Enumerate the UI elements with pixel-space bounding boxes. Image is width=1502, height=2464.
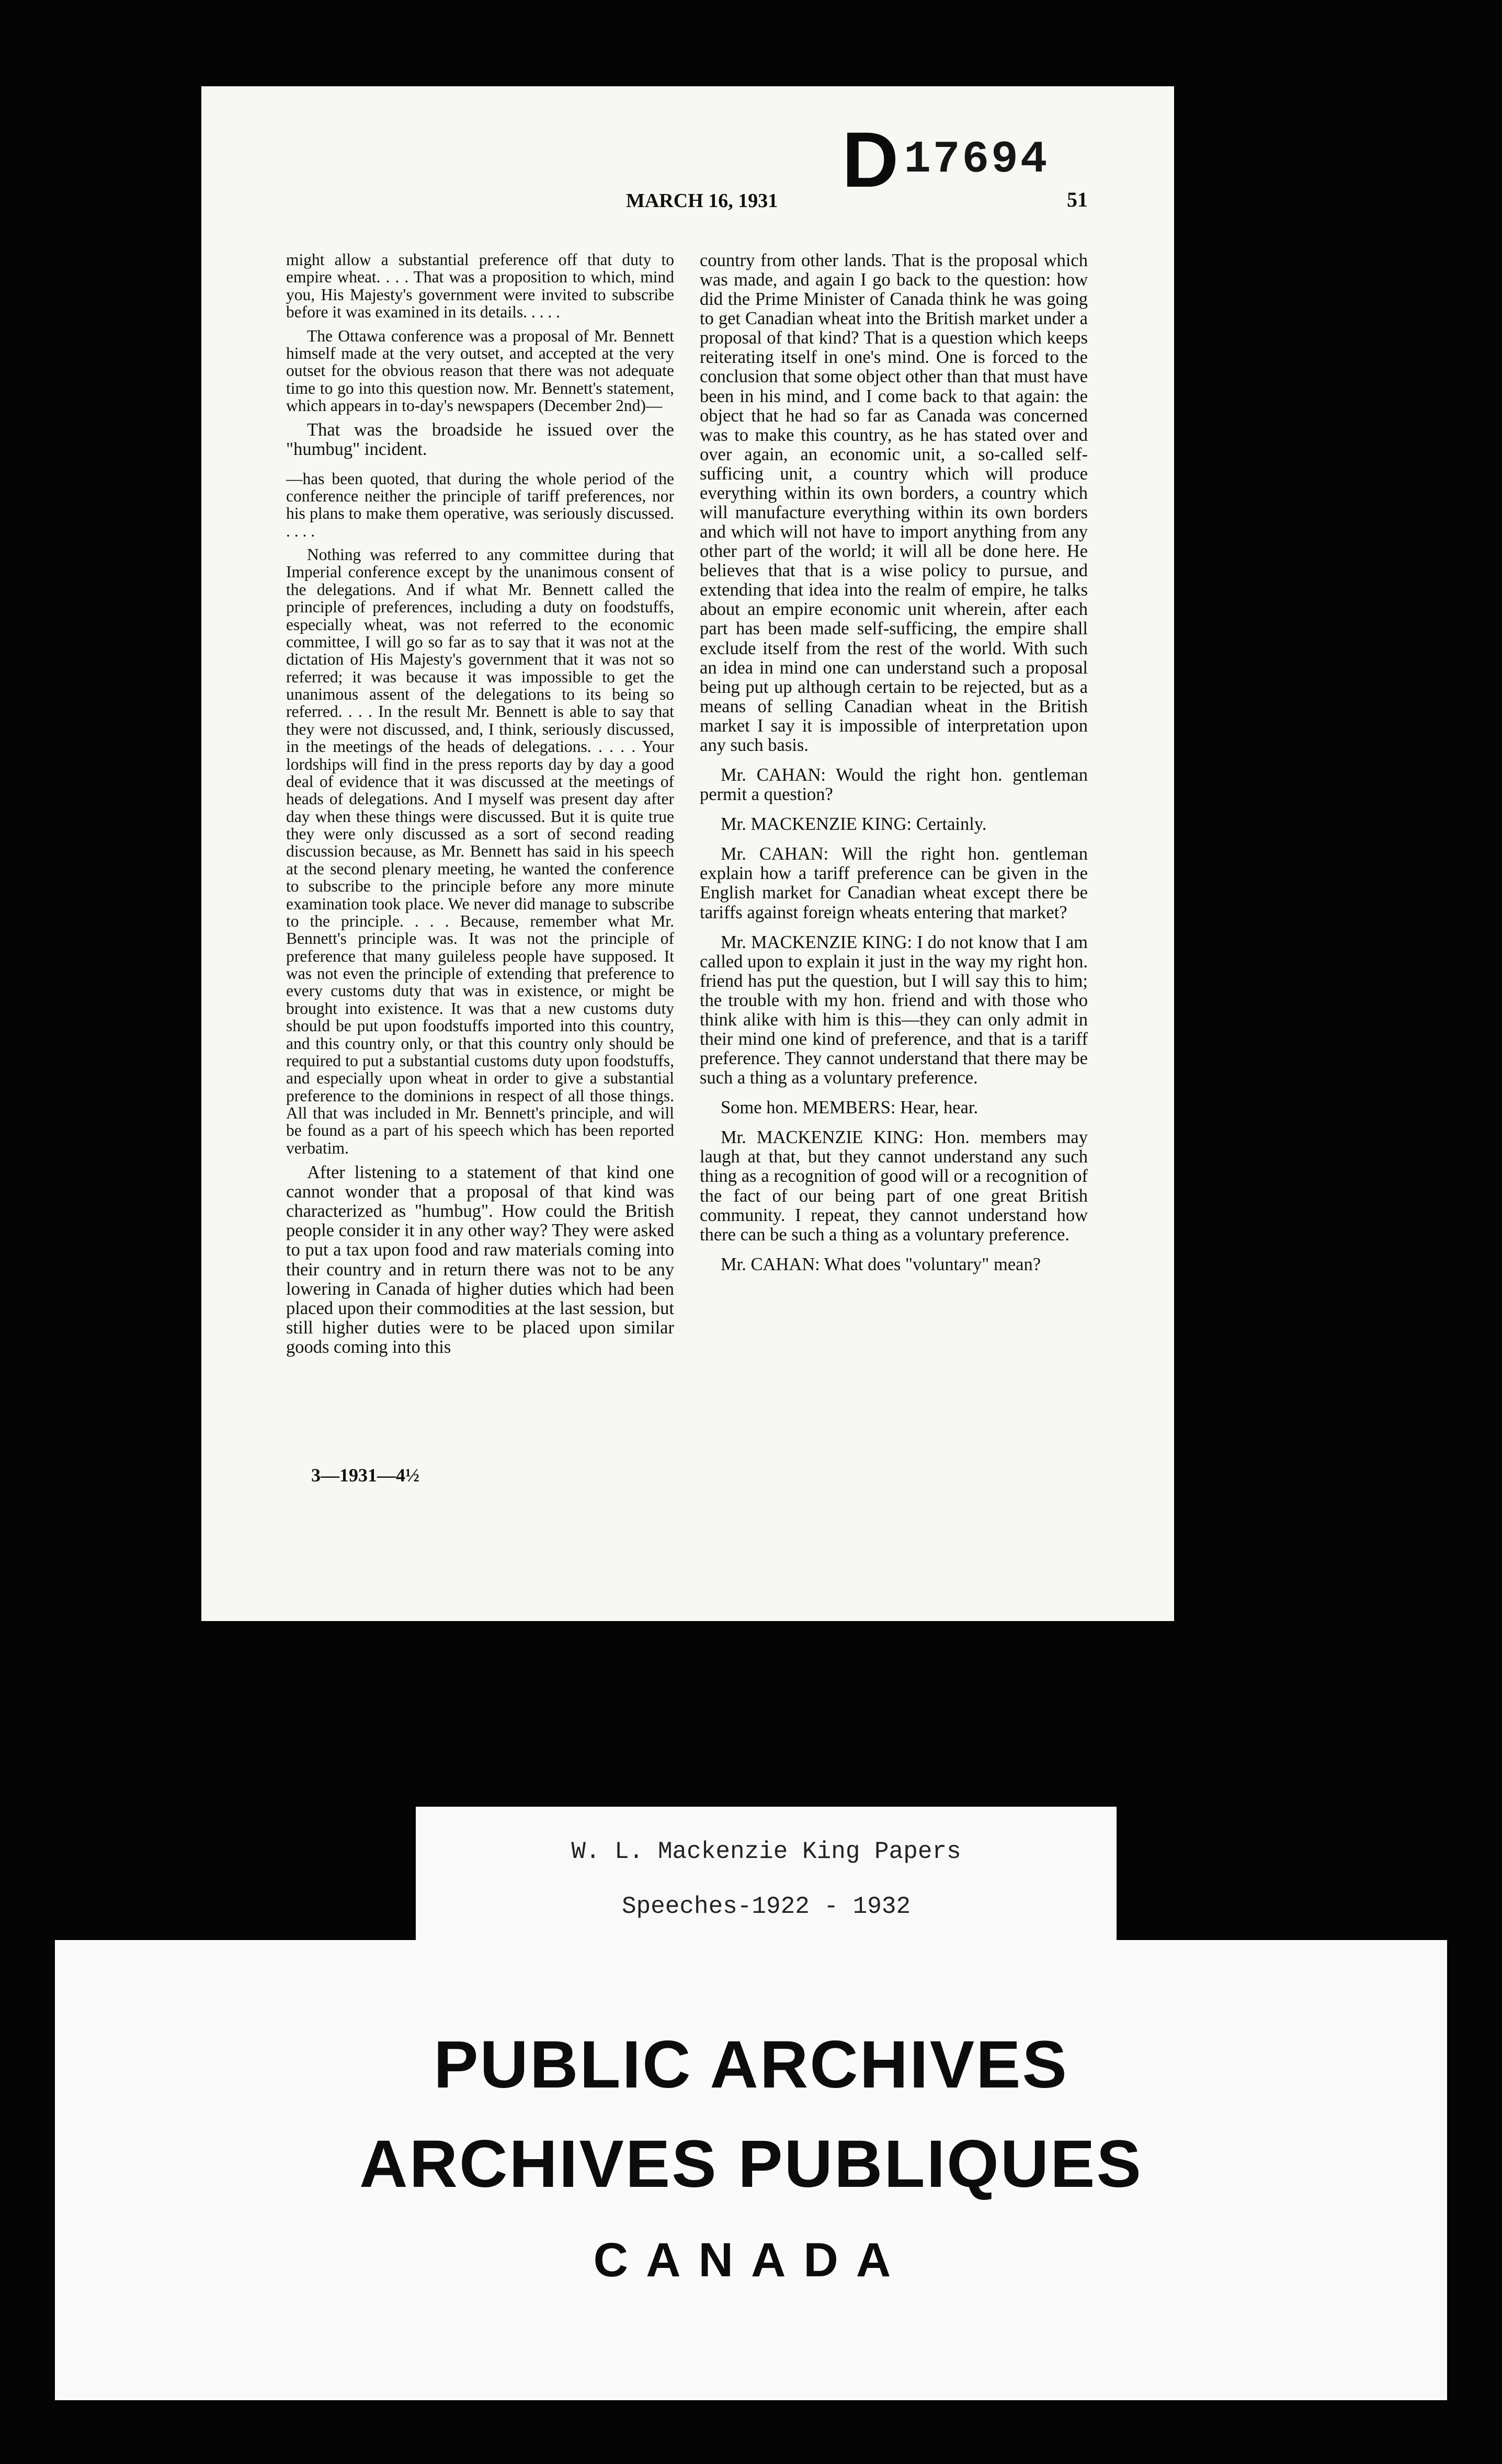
archives-country: CANADA bbox=[593, 2233, 909, 2287]
body-paragraph: country from other lands. That is the proposal which was made, and again I go back to the question: how did the Prime Minister of Canada think he was going to get Canadian wheat into the British market under a proposal of that kind? That is a question which keeps reiterating itself in one's mind. One is forced to the conclusion that some object other than that must have been in his mind, and I come back to that again: the object that he had so far as Canada was concerned was to make this country, as he has stated over and over again, an economic unit, a so-called self-sufficing unit, a country which will produce everything within its own borders, a country which will manufacture everything within its own borders and which will not have to import anything from any other part of the world; it will all be done here. He believes that that is a wise policy to pursue, and extending that idea into the realm of empire, he talks about an empire economic unit wherein, after each part has been made self-sufficing, the empire shall exclude itself from the rest of the world. With such an idea in mind one can understand such a proposal being put up although certain to be rejected, but as a means of selling Canadian wheat in the British market I say it is impossible of interpretation upon any such basis. bbox=[700, 250, 1088, 755]
speaker-paragraph: Mr. CAHAN: Would the right hon. gentleman permit a question? bbox=[700, 765, 1088, 805]
document-stamp bbox=[842, 116, 1050, 203]
speaker-paragraph: Mr. MACKENZIE KING: Hon. members may laugh at that, but they cannot understand any such thing as a recognition of good will or a recognition of the fact of our being part of one great British community. I repeat, they cannot understand how there can be such a thing as a voluntary preference. bbox=[700, 1127, 1088, 1245]
stamp-number: 17694 bbox=[904, 134, 1050, 185]
speaker-paragraph: Mr. CAHAN: Will the right hon. gentleman explain how a tariff preference can be given in the English market for Canadian wheat except there be tariffs against foreign wheats entering that market? bbox=[700, 844, 1088, 922]
speaker-paragraph: Mr. MACKENZIE KING: I do not know that I am called upon to explain it just in the way my right hon. friend has put the question, but I will say this to him; the trouble with my hon. friend and with those who think alike with him is this—they can only admit in their mind one kind of preference, and that is a tariff preference. They cannot understand that there may be such a thing as a voluntary preference. bbox=[700, 932, 1088, 1088]
speaker-paragraph: Some hon. MEMBERS: Hear, hear. bbox=[721, 1098, 978, 1118]
stamp-letter: D bbox=[842, 116, 899, 203]
left-column bbox=[286, 251, 674, 1367]
collection-subtitle: Speeches-1922 - 1932 bbox=[621, 1893, 911, 1920]
body-paragraph: That was the broadside he issued over the "humbug" incident. bbox=[286, 420, 674, 460]
quote-paragraph: might allow a substantial preference off that duty to empire wheat. . . . That was a proposition to which, mind you, His Majesty's government were invited to subscribe before it was examined in its details. . . . . bbox=[286, 250, 674, 322]
quote-paragraph: —has been quoted, that during the whole period of the conference neither the principle of tariff preferences, nor his plans to make them operative, was seriously discussed. . . . . bbox=[286, 469, 674, 540]
printer-signature: 3—1931—4½ bbox=[311, 1465, 419, 1486]
speaker-paragraph: Mr. CAHAN: What does "voluntary" mean? bbox=[721, 1254, 1041, 1274]
document-page bbox=[201, 86, 1174, 1621]
right-column bbox=[700, 251, 1088, 1285]
archives-title-french: ARCHIVES PUBLIQUES bbox=[359, 2127, 1143, 2201]
speaker-paragraph: Mr. MACKENZIE KING: Certainly. bbox=[721, 814, 987, 835]
collection-title: W. L. Mackenzie King Papers bbox=[571, 1838, 961, 1865]
archives-title-english: PUBLIC ARCHIVES bbox=[434, 2027, 1068, 2102]
quote-paragraph: Nothing was referred to any committee during that Imperial conference except by the unanimous consent of the delegations. And if what Mr. Bennett called the principle of preferences, including a duty on foodstuffs, especially wheat, was not referred to the economic committee, I will go so far as to say that it was not at the dictation of His Majesty's government that it was not so referred; it was because it was impossible to get the unanimous assent of the delegations to its being so referred. . . . In the result Mr. Bennett is able to say that they were not discussed, and, I think, seriously discussed, in the meetings of the heads of delegations. . . . . Your lordships will find in the press reports day by day a good deal of evidence that it was discussed at the meetings of heads of delegations. And I myself was present day after day when these things were discussed. But it is quite true they were only discussed as a sort of second reading discussion because, as Mr. Bennett has said in his speech at the second plenary meeting, he wanted the conference to subscribe to the principle before any more minute examination took place. We never did manage to subscribe to the principle. . . . Because, remember what Mr. Bennett's principle was. It was not the principle of preference that many guileless people have supposed. It was not even the principle of extending that preference to every customs duty that was in existence, or might be brought into existence. It was that a new customs duty should be put upon foodstuffs imported into this country, and this country only, or that this country only should be required to put a substantial customs duty upon foodstuffs, and especially upon wheat in order to give a substantial preference to the dominions in respect of all those things. All that was included in Mr. Bennett's principle, and will be found as a part of his speech which has been reported verbatim. bbox=[286, 545, 674, 1157]
body-paragraph: After listening to a statement of that kind one cannot wonder that a proposal of that kind was characterized as "humbug". How could the British people consider it in any other way? They were asked to put a tax upon food and raw materials coming into their country and in return there was not to be any lowering in Canada of higher duties which had been placed upon their commodities at the last session, but still higher duties were to be placed upon similar goods coming into this bbox=[286, 1162, 674, 1357]
page-number: 51 bbox=[1067, 188, 1088, 211]
page-date: MARCH 16, 1931 bbox=[626, 190, 778, 212]
collection-label bbox=[416, 1807, 1117, 1943]
archives-banner bbox=[55, 1940, 1447, 2400]
quote-paragraph: The Ottawa conference was a proposal of Mr. Bennett himself made at the very outset, and accepted at the very outset for the obvious reason that there was not adequate time to go into this question now. Mr. Bennett's statement, which appears in to-day's newspapers (December 2nd)— bbox=[286, 326, 674, 415]
